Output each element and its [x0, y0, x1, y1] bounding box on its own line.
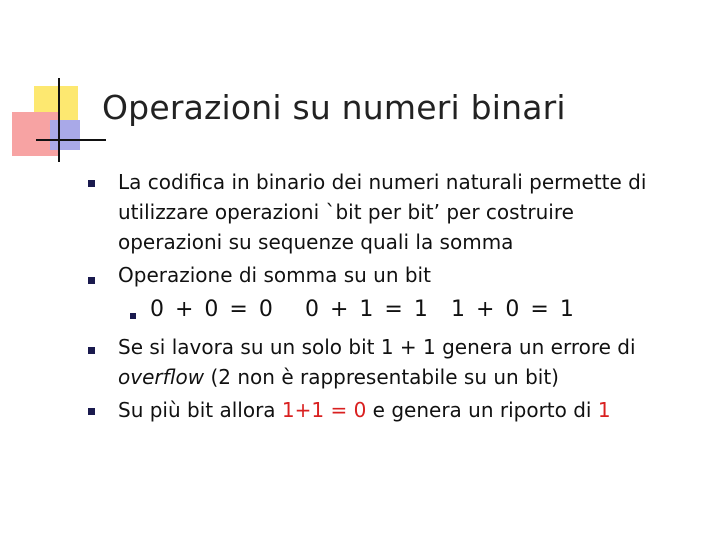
sum-1-plus-0: 1 + 0 = 1	[451, 297, 576, 322]
bullet-marker	[88, 180, 95, 187]
overflow-term: overflow	[118, 365, 205, 389]
bullet-3-line-2-rest: (2 non è rappresentabile su un bit)	[204, 365, 559, 389]
sum-0-plus-0: 0 + 0 = 0	[150, 297, 275, 322]
bullet-4-line-1	[118, 394, 611, 427]
bullet-4-part-3: e genera un riporto di	[366, 398, 598, 422]
logo-vertical-line	[58, 78, 60, 162]
bullet-marker	[88, 408, 95, 415]
bullet-3-line-1: Se si lavora su un solo bit 1 + 1 genera un errore di	[118, 335, 636, 359]
slide-logo	[0, 0, 110, 170]
slide-title: Operazioni su numeri binari	[102, 88, 566, 127]
bullet-3-line-2	[118, 361, 559, 394]
sub-bullet-marker	[130, 313, 136, 319]
bullet-4-red-equation: 1+1 = 0	[281, 398, 367, 422]
bullet-1-line-3: operazioni su sequenze quali la somma	[118, 230, 514, 254]
bullet-4-red-carry: 1	[597, 398, 611, 422]
logo-blue-square	[50, 120, 80, 150]
bullet-1-line-2: utilizzare operazioni `bit per bit’ per costruire	[118, 200, 574, 224]
bullet-4-part-1: Su più bit allora	[118, 398, 282, 422]
bullet-1-line-1: La codifica in binario dei numeri naturali permette di	[118, 170, 647, 194]
sum-0-plus-1: 0 + 1 = 1	[305, 297, 430, 322]
bullet-marker	[88, 347, 95, 354]
bullet-marker	[88, 277, 95, 284]
logo-horizontal-line	[36, 139, 106, 141]
bullet-2-line-1: Operazione di somma su un bit	[118, 263, 431, 287]
